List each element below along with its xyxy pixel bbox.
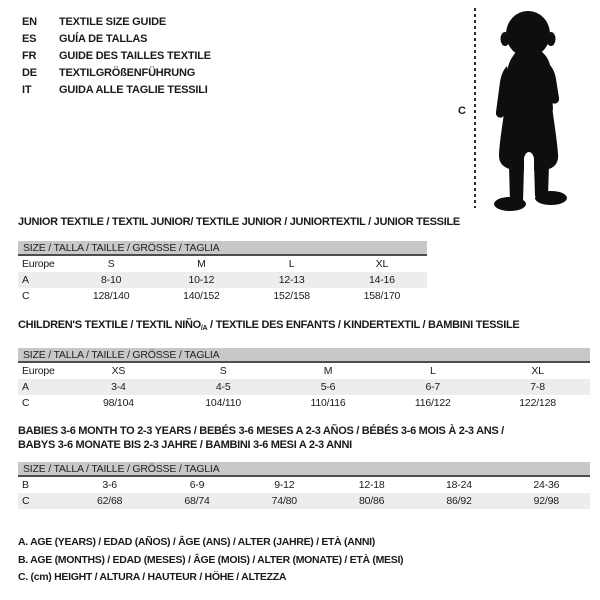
size-header-bar: SIZE / TALLA / TAILLE / GRÖSSE / TAGLIA — [18, 348, 590, 363]
table-cell: 74/80 — [271, 495, 297, 507]
table-cell: 7-8 — [530, 381, 545, 393]
baby-foot-left — [494, 197, 526, 211]
baby-ear-left — [501, 32, 510, 46]
row-label: A — [22, 381, 29, 393]
row-label: A — [22, 274, 29, 286]
size-header-bar: SIZE / TALLA / TAILLE / GRÖSSE / TAGLIA — [18, 241, 427, 256]
baby-foot-right — [535, 191, 567, 205]
table-cell: 14-16 — [368, 274, 395, 286]
size-section-2 — [18, 318, 590, 411]
table-row — [18, 256, 427, 272]
baby-leg-right — [534, 164, 549, 196]
section-title-text: BABYS 3-6 MONATE BIS 2-3 JAHRE / BAMBINI 3-6 MESI A 2-3 ANNI — [18, 439, 352, 451]
table-cell: 5-6 — [320, 381, 336, 393]
table-cell: 128/140 — [92, 290, 130, 302]
language-title: TEXTILGRÖßENFÜHRUNG — [59, 67, 196, 79]
language-row — [22, 63, 211, 80]
baby-torso — [505, 52, 553, 110]
size-section-3 — [18, 424, 590, 509]
section-title-line — [18, 424, 590, 438]
row-label: C — [22, 495, 30, 507]
section-title — [18, 318, 590, 336]
table-cell: 6-9 — [189, 479, 205, 491]
table-cell: 4-5 — [215, 381, 231, 393]
language-code: DE — [22, 67, 37, 79]
table-row — [18, 477, 590, 493]
language-title: GUÍA DE TALLAS — [59, 33, 148, 45]
language-title: GUIDE DES TAILLES TEXTILE — [59, 50, 211, 62]
table-cell: M — [323, 365, 333, 377]
language-row — [22, 29, 211, 46]
row-label: Europe — [22, 258, 55, 270]
table-cell: 8-10 — [101, 274, 122, 286]
language-code: ES — [22, 33, 37, 45]
table-cell: S — [219, 365, 227, 377]
table-row — [18, 363, 590, 379]
table-cell: 152/158 — [273, 290, 310, 302]
size-table — [18, 348, 590, 411]
table-cell: 104/110 — [205, 397, 242, 409]
section-title-text: /A — [200, 325, 208, 332]
table-cell: XS — [111, 365, 126, 377]
table-cell: 62/68 — [97, 495, 123, 507]
table-cell: 10-12 — [188, 274, 215, 286]
row-label: C — [22, 290, 30, 302]
table-cell: XL — [531, 365, 544, 377]
table-row — [18, 272, 427, 288]
table-cell: 110/116 — [310, 397, 346, 409]
section-title-line — [18, 215, 460, 229]
table-cell: 86/92 — [446, 495, 472, 507]
section-title-text: BABIES 3-6 MONTH TO 2-3 YEARS / BEBÉS 3-6 MESES A 2-3 AÑOS / BÉBÉS 3-6 MOIS À 2-3 ANS / — [18, 425, 504, 437]
table-row — [18, 379, 590, 395]
language-row — [22, 46, 211, 63]
language-code: EN — [22, 16, 37, 28]
baby-figure — [455, 6, 585, 212]
baby-head — [506, 11, 550, 57]
table-cell: 122/128 — [519, 397, 556, 409]
table-cell: 12-13 — [278, 274, 305, 286]
section-title-text: CHILDREN'S TEXTILE / TEXTIL NIÑO — [18, 319, 201, 331]
table-cell: L — [288, 258, 295, 270]
footnotes — [18, 534, 403, 587]
language-code: FR — [22, 50, 37, 62]
language-title: GUIDA ALLE TAGLIE TESSILI — [59, 84, 208, 96]
footnote: A. AGE (YEARS) / EDAD (AÑOS) / ÂGE (ANS) / ALTER (JAHRE) / ETÀ (ANNI) — [18, 536, 375, 548]
table-cell: 6-7 — [425, 381, 441, 393]
section-title-text: JUNIOR TEXTILE / TEXTIL JUNIOR/ TEXTILE JUNIOR / JUNIORTEXTIL / JUNIOR TESSILE — [18, 216, 460, 228]
section-title — [18, 424, 590, 452]
table-row — [18, 493, 590, 509]
size-table — [18, 462, 590, 509]
section-title-line — [18, 438, 590, 452]
table-cell: 3-4 — [111, 381, 126, 393]
row-label: Europe — [22, 365, 55, 377]
table-cell: 18-24 — [446, 479, 472, 491]
table-cell: 68/74 — [184, 495, 210, 507]
table-cell: 158/170 — [363, 290, 401, 302]
table-cell: 3-6 — [102, 479, 117, 491]
table-cell: 80/86 — [359, 495, 385, 507]
table-cell: L — [429, 365, 436, 377]
height-measure-label: C — [458, 105, 466, 117]
footnote: C. (cm) HEIGHT / ALTURA / HAUTEUR / HÖHE / ALTEZZA — [18, 571, 287, 583]
table-cell: S — [107, 258, 115, 270]
language-code: IT — [22, 84, 32, 96]
language-row — [22, 12, 211, 29]
table-cell: M — [197, 258, 206, 270]
table-row — [18, 288, 427, 304]
table-cell: 98/104 — [102, 397, 134, 409]
table-cell: 140/152 — [183, 290, 220, 302]
table-row — [18, 395, 590, 411]
section-title-text: / TEXTILE DES ENFANTS / KINDERTEXTIL / BAMBINI TESSILE — [207, 319, 520, 331]
baby-leg-left — [509, 166, 524, 202]
footnote: B. AGE (MONTHS) / EDAD (MESES) / ÂGE (MOIS) / ALTER (MONATE) / ETÀ (MESI) — [18, 553, 404, 566]
table-cell: 9-12 — [274, 479, 295, 491]
table-cell: 12-18 — [358, 479, 385, 491]
language-row — [22, 80, 211, 97]
section-title — [18, 215, 460, 229]
baby-shorts — [499, 106, 558, 170]
size-section-1 — [18, 215, 460, 304]
table-cell: 92/98 — [533, 495, 559, 507]
language-title: TEXTILE SIZE GUIDE — [59, 16, 167, 28]
table-cell: 116/122 — [414, 397, 451, 409]
size-header-bar: SIZE / TALLA / TAILLE / GRÖSSE / TAGLIA — [18, 462, 590, 477]
language-title-list — [22, 12, 211, 97]
table-cell: 24-36 — [533, 479, 560, 491]
baby-ear-right — [547, 32, 556, 46]
section-title-line — [18, 318, 590, 336]
size-table — [18, 241, 427, 304]
row-label: B — [22, 479, 29, 491]
table-cell: XL — [375, 258, 389, 270]
height-measure-dashed-line — [474, 8, 476, 208]
row-label: C — [22, 397, 30, 409]
baby-silhouette-icon — [481, 6, 577, 212]
